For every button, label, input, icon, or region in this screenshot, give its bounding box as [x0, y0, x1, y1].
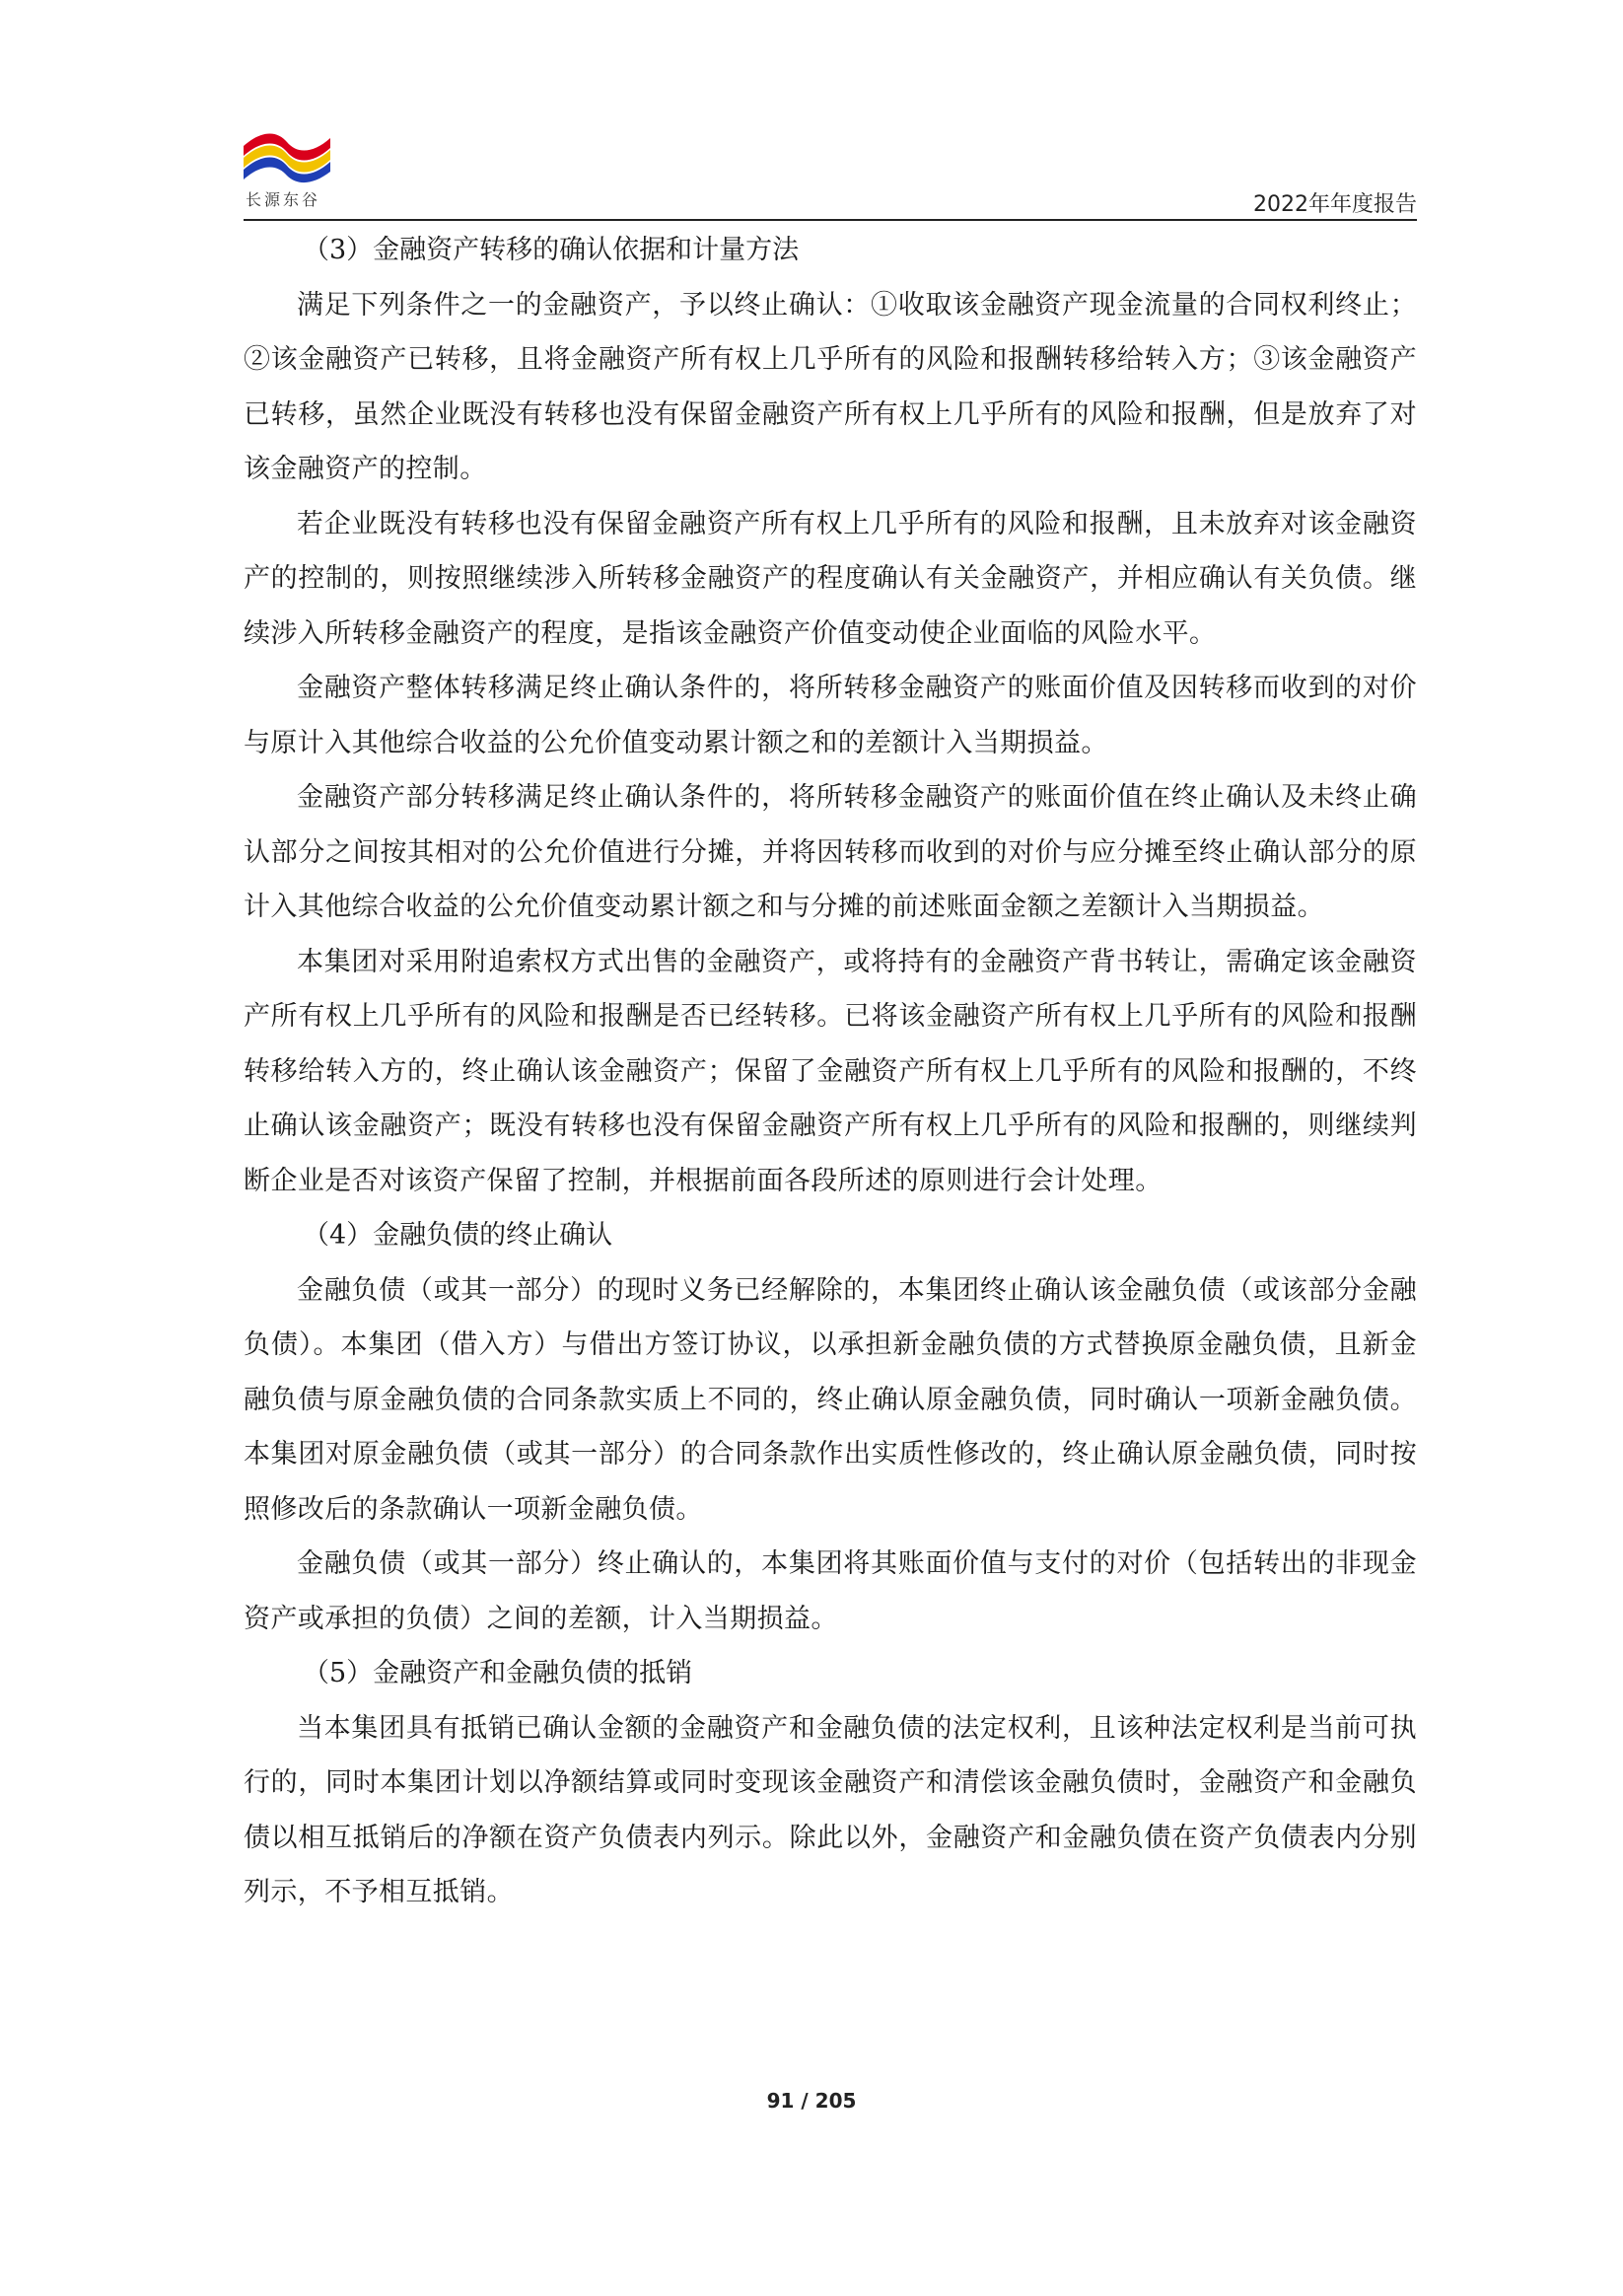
paragraph: 金融负债（或其一部分）终止确认的，本集团将其账面价值与支付的对价（包括转出的非现金资产或承担的负债）之间的差额，计入当期损益。: [244, 1548, 1417, 1634]
section-heading-4: （4）金融负债的终止确认: [303, 1220, 613, 1251]
section-heading-3: （3）金融资产转移的确认依据和计量方法: [303, 235, 800, 265]
paragraph: 金融资产整体转移满足终止确认条件的，将所转移金融资产的账面价值及因转移而收到的对价与原计入其他综合收益的公允价值变动累计额之和的差额计入当期损益。: [244, 673, 1417, 758]
paragraph: 金融负债（或其一部分）的现时义务已经解除的，本集团终止确认该金融负债（或该部分金融负债）。本集团（借入方）与借出方签订协议，以承担新金融负债的方式替换原金融负债，且新金融负债与原金融负债的合同条款实质上不同的，终止确认原金融负债，同时确认一项新金融负债。本集团对原金融负债（或其一部分）的合同条款作出实质性修改的，终止确认原金融负债，同时按照修改后的条款确认一项新金融负债。: [244, 1274, 1417, 1525]
section-heading-5: （5）金融资产和金融负债的抵销: [303, 1658, 693, 1688]
page-number: 91 / 205: [766, 2089, 857, 2113]
page-body: [244, 223, 1417, 1920]
paragraph: 若企业既没有转移也没有保留金融资产所有权上几乎所有的风险和报酬，且未放弃对该金融资产的控制的，则按照继续涉入所转移金融资产的程度确认有关金融资产，并相应确认有关负债。继续涉入所转移金融资产的程度，是指该金融资产价值变动使企业面临的风险水平。: [244, 508, 1417, 649]
paragraph: 当本集团具有抵销已确认金额的金融资产和金融负债的法定权利，且该种法定权利是当前可执行的，同时本集团计划以净额结算或同时变现该金融资产和清偿该金融负债时，金融资产和金融负债以相互抵销后的净额在资产负债表内列示。除此以外，金融资产和金融负债在资产负债表内分别列示，不予相互抵销。: [244, 1712, 1417, 1907]
header-divider: [244, 219, 1417, 221]
paragraph: 本集团对采用附追索权方式出售的金融资产，或将持有的金融资产背书转让，需确定该金融资产所有权上几乎所有的风险和报酬是否已经转移。已将该金融资产所有权上几乎所有的风险和报酬转移给转入方的，终止确认该金融资产；保留了金融资产所有权上几乎所有的风险和报酬的，不终止确认该金融资产；既没有转移也没有保留金融资产所有权上几乎所有的风险和报酬的，则继续判断企业是否对该资产保留了控制，并根据前面各段所述的原则进行会计处理。: [244, 946, 1417, 1196]
report-title: 2022年年度报告: [1253, 192, 1417, 217]
paragraph: 满足下列条件之一的金融资产，予以终止确认：①收取该金融资产现金流量的合同权利终止；②该金融资产已转移，且将金融资产所有权上几乎所有的风险和报酬转移给转入方；③该金融资产已转移，虽然企业既没有转移也没有保留金融资产所有权上几乎所有的风险和报酬，但是放弃了对该金融资产的控制。: [244, 289, 1417, 484]
company-logo-icon: [244, 126, 330, 185]
logo-text: 长源东谷: [246, 190, 321, 209]
company-logo: [244, 126, 330, 213]
page-header: [244, 126, 1417, 225]
paragraph: 金融资产部分转移满足终止确认条件的，将所转移金融资产的账面价值在终止确认及未终止确认部分之间按其相对的公允价值进行分摊，并将因转移而收到的对价与应分摊至终止确认部分的原计入其他综合收益的公允价值变动累计额之和与分摊的前述账面金额之差额计入当期损益。: [244, 782, 1417, 922]
